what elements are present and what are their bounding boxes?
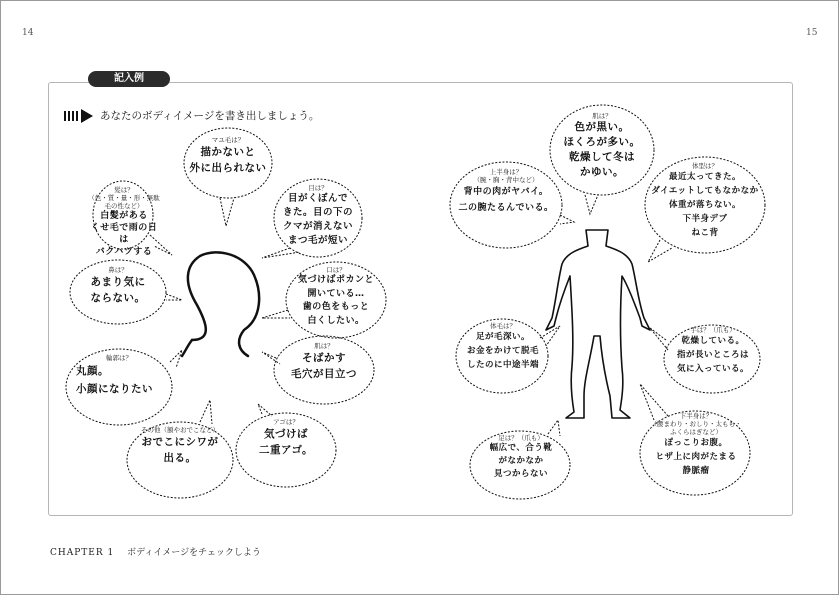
bubble-figure-label: 体型は？: [692, 162, 718, 170]
bubble-hands-label: 手は？（爪も）: [690, 326, 736, 334]
bubble-body-hair-note: 足が毛深い。 お金をかけて脱毛 したのに中途半端: [466, 332, 539, 370]
bubble-upper-body-label: 上半身は？ （腕・胸・背中など）: [473, 168, 539, 184]
bubble-upper-body-note: 背中の肉がヤバイ。 二の腕たるんでいる。: [458, 187, 554, 213]
bubble-skin-face-note: そばかす 毛穴が目立つ: [291, 352, 357, 380]
bubble-feet-label: 足は？（爪も）: [498, 434, 544, 442]
bubble-other-label: その他（額やおでこなど）: [141, 426, 219, 434]
bubble-other: [130, 426, 230, 466]
bubble-lower-body-note: ぽっこりお腹。 ヒザ上に肉がたまる 静脈瘤: [655, 438, 737, 476]
bubble-skin-body: [556, 112, 648, 180]
bubble-hands: [666, 326, 760, 376]
face-outline: [188, 252, 259, 356]
bubble-eyes-note: 目がくぼんで きた。目の下の クマが消えない まつ毛が短い: [282, 193, 353, 246]
bubble-figure: [648, 162, 762, 240]
bubble-skin-face-label: 肌は？: [314, 342, 334, 350]
footer: [50, 545, 261, 558]
example-tab: 記入例: [88, 71, 170, 87]
bubble-contour-note: 丸顔。 小顔になりたい: [76, 365, 153, 395]
bubble-eyebrow: [186, 136, 270, 176]
bubble-nose-label: 鼻は？: [108, 266, 128, 274]
bubble-hair: [88, 186, 160, 258]
bubble-eyebrow-label: マユ毛は？: [211, 136, 245, 144]
bubble-nose-note: あまり気に ならない。: [90, 276, 146, 304]
neck-left: [182, 340, 192, 356]
body-outline: [546, 230, 650, 418]
bubble-chin: [240, 418, 332, 458]
footer-chapter: CHAPTER 1: [50, 548, 115, 558]
bubble-chin-label: アゴは？: [273, 418, 299, 426]
bubble-hair-label: 髪は？ （色・質・量・形・無駄毛の性など）: [88, 186, 160, 210]
bubble-figure-note: 最近太ってきた。 ダイエットしてもなかなか 体重が落ちない。 下半身デブ ねこ背: [651, 172, 759, 238]
bubble-hands-note: 乾燥している。 指が長いところは 気に入っている。: [676, 336, 749, 374]
bubble-lower-body-label: 下半身は？ （腰まわり・おしり・太もも・ ふくらはぎなど）: [650, 412, 742, 436]
bubble-mouth: [288, 266, 384, 328]
page-number-right: 15: [806, 28, 818, 38]
bubble-lower-body: [644, 412, 748, 478]
instruction-text: あなたのボディイメージを書き出しましょう。: [100, 110, 320, 122]
bubble-skin-body-label: 肌は？: [592, 112, 612, 120]
footer-title: ボディイメージをチェックしよう: [127, 548, 261, 558]
bubble-feet: [474, 434, 568, 481]
bubble-skin-face: [278, 342, 370, 382]
bubble-contour: [68, 354, 170, 398]
bubble-contour-label: 輪郭は？: [106, 354, 132, 362]
bubble-upper-body: [452, 168, 560, 216]
bubble-mouth-label: 口は？: [326, 266, 346, 274]
bubble-body-hair: [458, 322, 548, 372]
bubble-eyebrow-note: 描かないと 外に出られない: [189, 146, 267, 174]
bubble-mouth-note: 気づけばポカンと 開いている… 歯の色をもっと 白くしたい。: [297, 275, 374, 326]
bubble-eyes: [276, 184, 360, 248]
page-number-left: 14: [22, 28, 34, 38]
bubble-eyes-label: 目は？: [308, 184, 328, 192]
bubble-chin-note: 気づけば 二重アゴ。: [258, 428, 314, 456]
bubble-skin-body-note: 色が黒い。 ほくろが多い。 乾燥して冬は かゆい。: [563, 121, 641, 178]
bubble-hair-note: 白髪がある くせ毛で雨の日は バクハツする: [90, 211, 158, 257]
bubble-other-note: おでこにシワが 出る。: [141, 436, 219, 464]
bubble-nose: [72, 266, 164, 306]
bubble-body-hair-label: 体毛は？: [490, 322, 516, 330]
bubble-feet-note: 幅広で、合う靴 がなかなか 見つからない: [489, 443, 553, 479]
